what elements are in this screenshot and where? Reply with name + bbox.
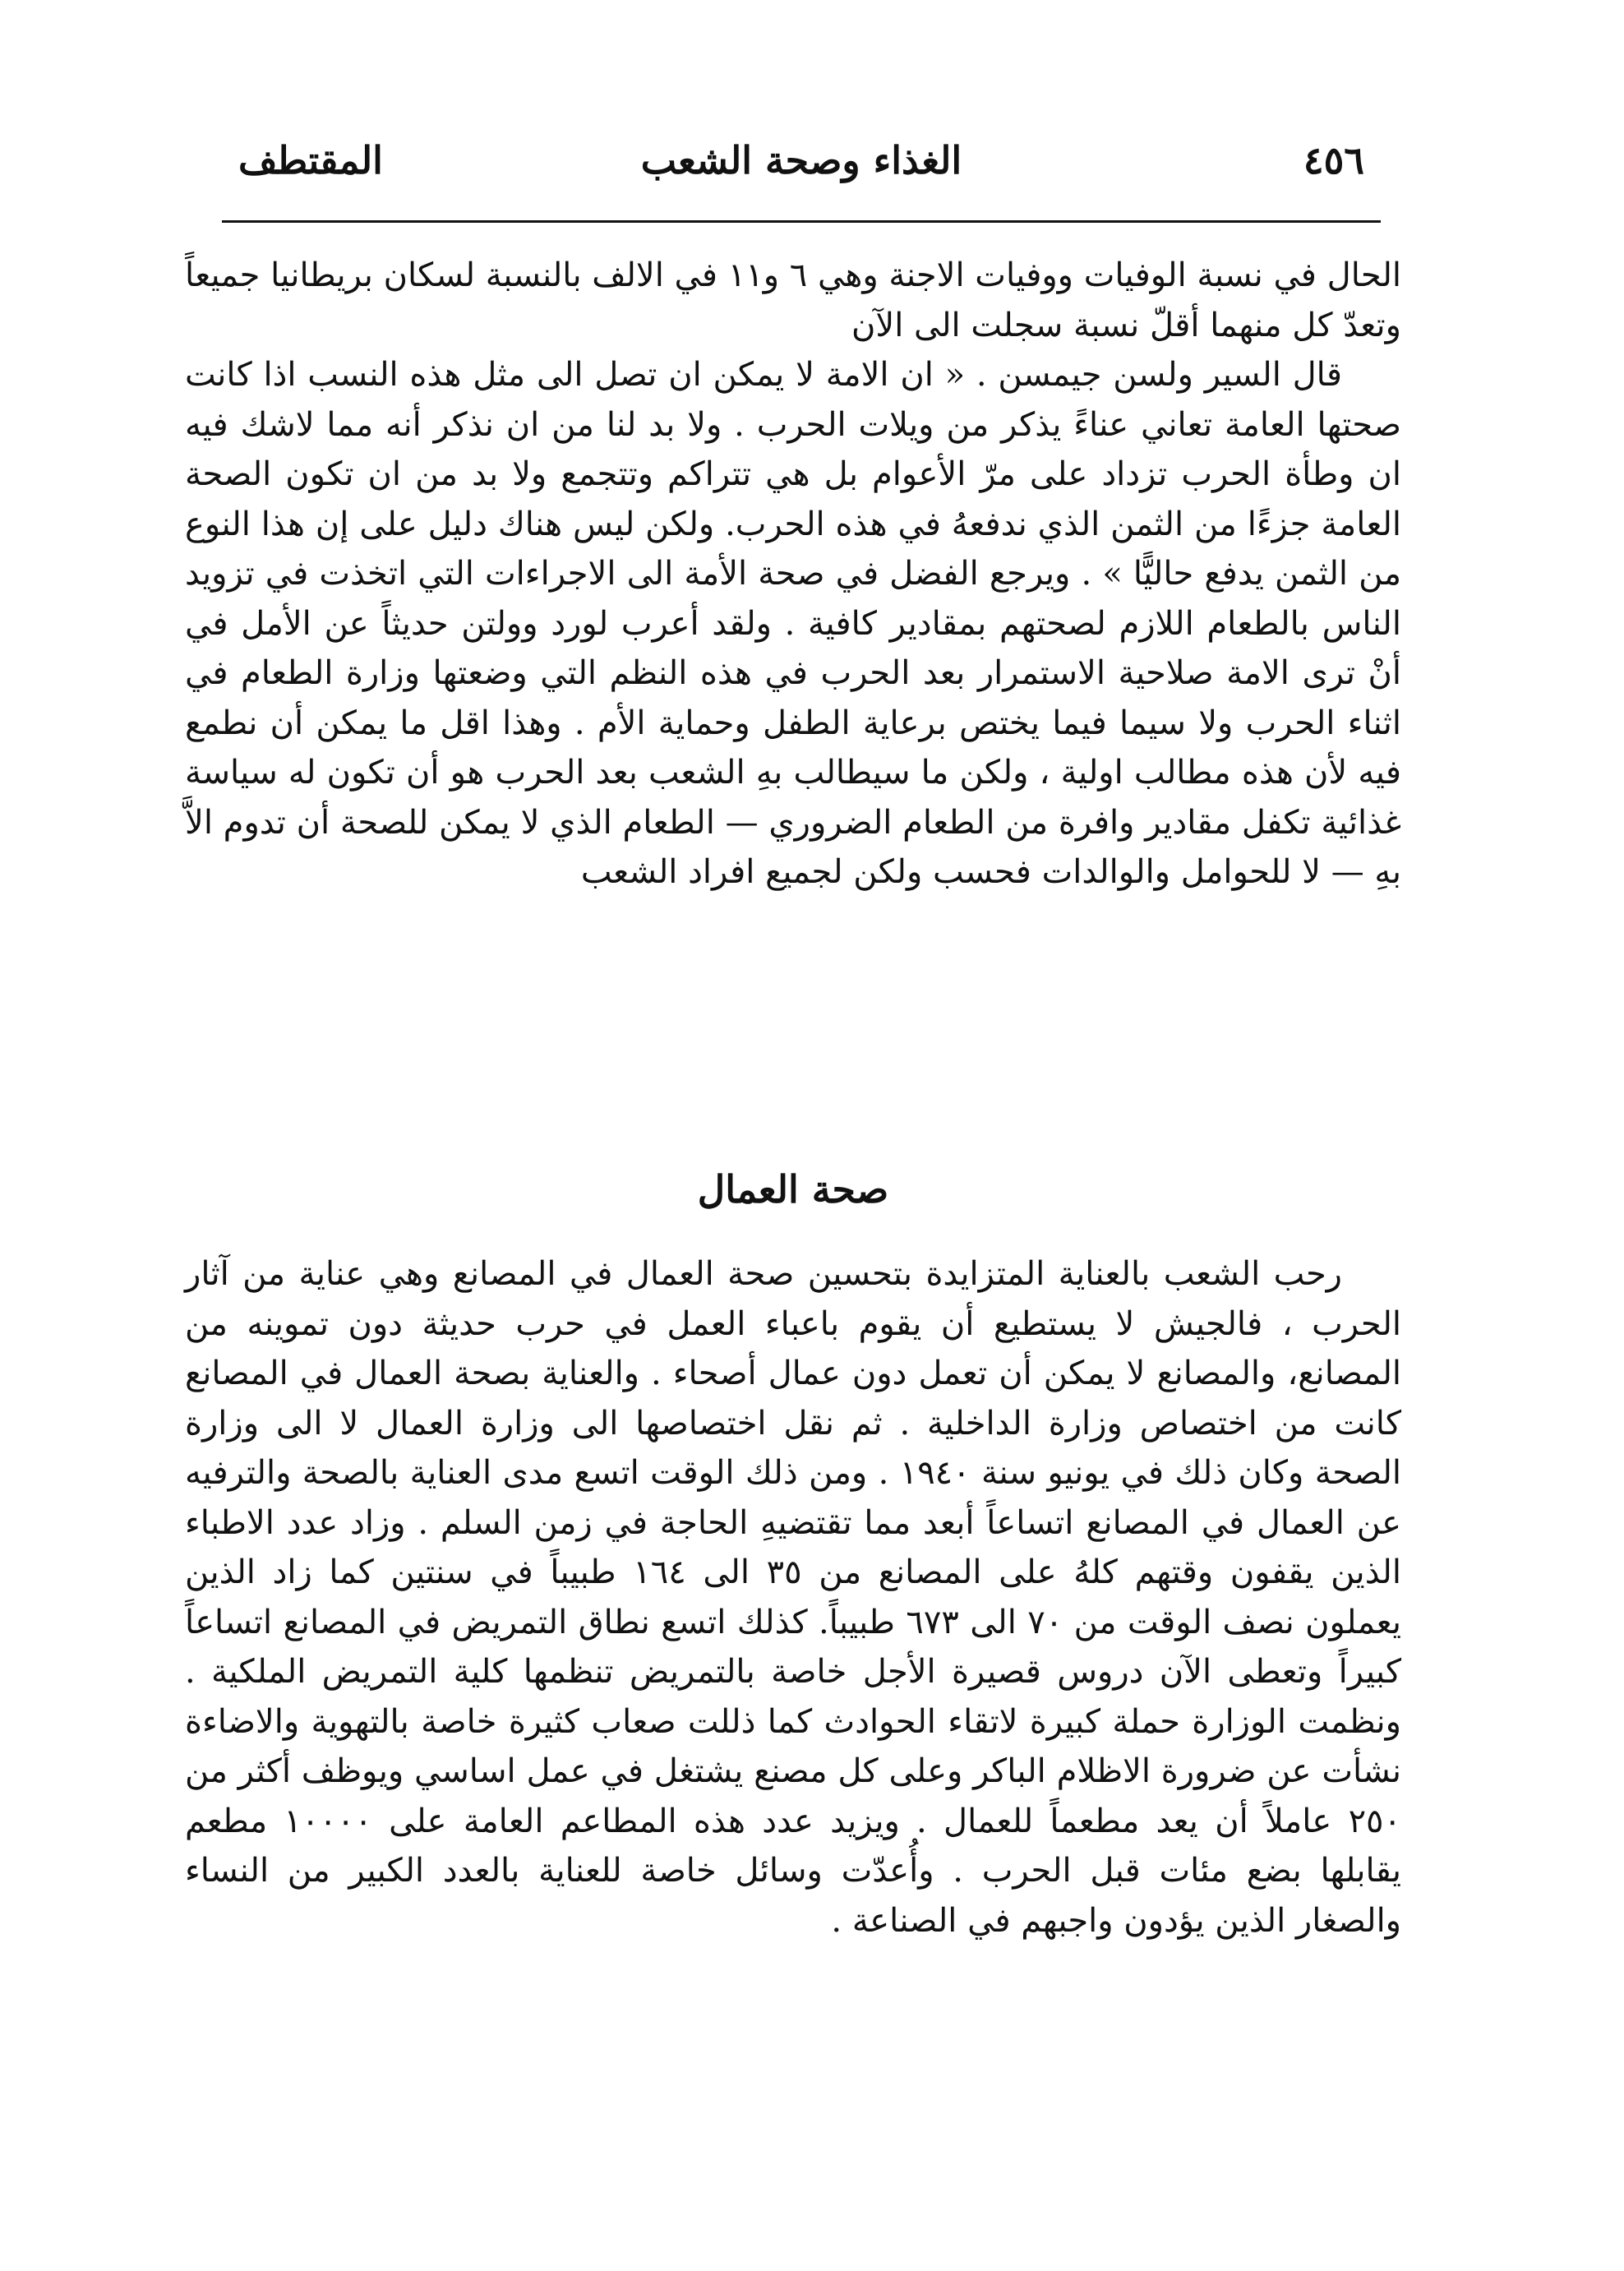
article-title: الغذاء وصحة الشعب [640,138,962,182]
page-number: ٤٥٦ [1303,138,1364,182]
paragraph-quote: قال السير ولسن جيمسن . « ان الامة لا يمكن ان تصل الى مثل هذه النسب اذا كانت صحتها العامة تعاني عناءً يذكر من ويلات الحرب . ولا بد لنا من ان نذكر أنه مما لاشك فيه ان وطأة الحرب تزداد على مرّ الأعوام بل هي تتراكم وتتجمع ولا بد من ان تكون الصحة العامة جزءًا من الثمن الذي ندفعهُ في هذه الحرب. ولكن ليس هناك دليل على إن هذا النوع من الثمن يدفع حاليًّا » . ويرجع الفضل في صحة الأمة الى الاجراءات التي اتخذت في تزويد الناس بالطعام اللازم لصحتهم بمقادير كافية . ولقد أعرب لورد وولتن حديثاً عن الأمل في أنْ ترى الامة صلاحية الاستمرار بعد الحرب في هذه النظم التي وضعتها وزارة الطعام في اثناء الحرب ولا سيما فيما يختص برعاية الطفل وحماية الأم . وهذا اقل ما يمكن أن نطمع فيه لأن هذه مطالب اولية ، ولكن ما سيطالب بهِ الشعب بعد الحرب هو أن تكون له سياسة غذائية تكفل مقادير وافرة من الطعام الضروري — الطعام الذي لا يمكن للصحة أن تدوم الاَّ بهِ — لا للحوامل والوالدات فحسب ولكن لجميع افراد الشعب [185,356,1401,891]
journal-name: المقتطف [238,138,383,182]
body-text-workers-health [185,1249,1401,1946]
paragraph-workers-health: رحب الشعب بالعناية المتزايدة بتحسين صحة العمال في المصانع وهي عناية من آثار الحرب ، فالجيش لا يستطيع أن يقوم باعباء العمل في حرب حديثة دون تموينه من المصانع، والمصانع لا يمكن أن تعمل دون عمال أصحاء . والعناية بصحة العمال في المصانع كانت من اختصاص وزارة الداخلية . ثم نقل اختصاصها الى وزارة العمال لا الى وزارة الصحة وكان ذلك في يونيو سنة ١٩٤٠ . ومن ذلك الوقت اتسع مدى العناية بالصحة والترفيه عن العمال في المصانع اتساعاً أبعد مما تقتضيهِ الحاجة في زمن السلم . وزاد عدد الاطباء الذين يقفون وقتهم كلهُ على المصانع من ٣٥ الى ١٦٤ طبيباً في سنتين كما زاد الذين يعملون نصف الوقت من ٧٠ الى ٦٧٣ طبيباً. كذلك اتسع نطاق التمريض في المصانع اتساعاً كبيراً وتعطى الآن دروس قصيرة الأجل خاصة بالتمريض تنظمها كلية التمريض الملكية . ونظمت الوزارة حملة كبيرة لاتقاء الحوادث كما ذللت صعاب كثيرة خاصة بالتهوية والاضاءة نشأت عن ضرورة الاظلام الباكر وعلى كل مصنع يشتغل في عمل اساسي ويوظف أكثر من ٢٥٠ عاملاً أن يعد مطعماً للعمال . ويزيد عدد هذه المطاعم العامة على ١٠٠٠٠ مطعم يقابلها بضع مئات قبل الحرب . وأُعدّت وسائل خاصة للعناية بالعدد الكبير من النساء والصغار الذين يؤدون واجبهم في الصناعة . [185,1255,1402,1940]
running-header [222,138,1381,204]
body-text-top [185,251,1401,898]
header-rule [222,220,1381,223]
section-heading: صحة العمال [697,1167,889,1212]
paragraph-continuation: الحال في نسبة الوفيات ووفيات الاجنة وهي ٦ و١١ في الالف بالنسبة لسكان بريطانيا جميعاً وتعدّ كل منهما أقلّ نسبة سجلت الى الآن [185,256,1402,344]
